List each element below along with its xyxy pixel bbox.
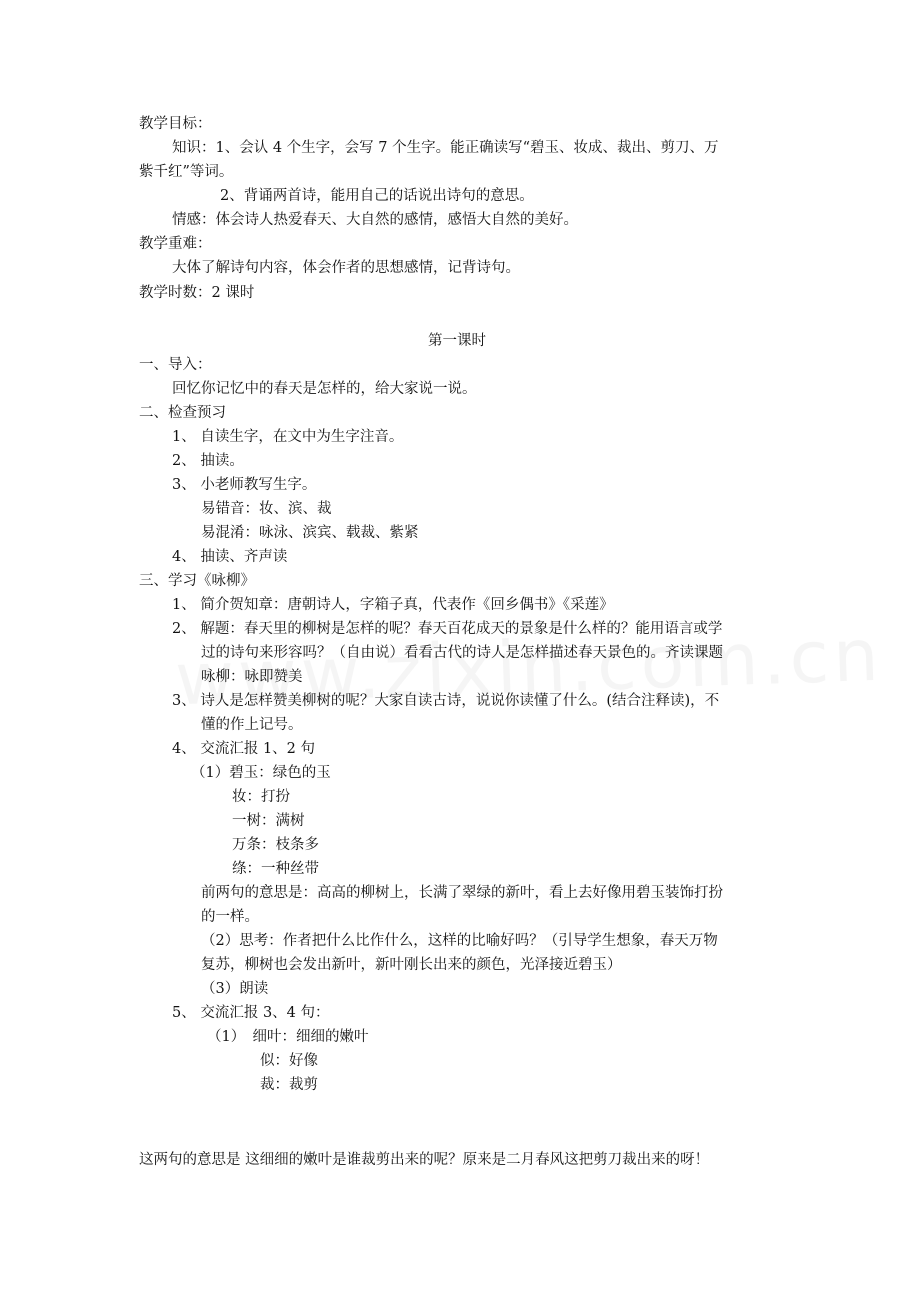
section3-item2-line3: 咏柳：咏即赞美 <box>201 669 303 685</box>
section1-heading: 一、导入： <box>139 357 212 373</box>
read-aloud: （3）朗读 <box>201 981 269 997</box>
section3-item2-line2: 过的诗句来形容吗？（自由说）看看古代的诗人是怎样描述春天景色的。齐读课题 <box>201 645 723 661</box>
section2-item3: 3、 小老师教写生字。 <box>172 477 317 493</box>
lesson-title: 第一课时 <box>428 333 486 349</box>
difficulty-text: 大体了解诗句内容，体会作者的思想感情，记背诗句。 <box>172 260 520 276</box>
section3-sub5-1: （1） 细叶：细细的嫩叶 <box>207 1029 369 1045</box>
section3-item5: 5、 交流汇报 3、4 句： <box>172 1005 330 1021</box>
section3-item4: 4、 交流汇报 1、2 句 <box>172 741 316 757</box>
section1-text: 回忆你记忆中的春天是怎样的，给大家说一说。 <box>172 381 477 397</box>
gloss-wantiao: 万条：枝条多 <box>232 837 319 853</box>
closing-line: 这两句的意思是 这细细的嫩叶是谁裁剪出来的呢？原来是二月春风这把剪刀裁出来的呀！ <box>139 1152 710 1168</box>
section3-item3-line2: 懂的作上记号。 <box>201 717 303 733</box>
think-line1: （2）思考：作者把什么比作什么，这样的比喻好吗？（引导学生想象，春天万物 <box>201 933 718 949</box>
section2-item1: 1、 自读生字，在文中为生字注音。 <box>172 429 404 445</box>
section3-heading: 三、学习《咏柳》 <box>139 573 255 589</box>
section2-heading: 二、检查预习 <box>139 405 226 421</box>
section2-item2: 2、 抽读。 <box>172 453 244 469</box>
gloss-si: 似：好像 <box>260 1053 318 1069</box>
section2-error-pronunciation: 易错音：妆、滨、裁 <box>201 501 332 517</box>
objective-knowledge-line2: 紫千红”等词。 <box>139 164 234 180</box>
section2-confusing-chars: 易混淆：咏泳、滨宾、载裁、紫紧 <box>201 525 419 541</box>
section3-item1: 1、 简介贺知章：唐朝诗人，字箱子真，代表作《回乡偶书》《采莲》 <box>172 597 614 613</box>
objective-emotion: 情感：体会诗人热爱春天、大自然的感情，感悟大自然的美好。 <box>172 212 578 228</box>
gloss-yishu: 一树：满树 <box>232 813 305 829</box>
section2-item4: 4、 抽读、齐声读 <box>172 549 288 565</box>
section3-sub1: （1）碧玉：绿色的玉 <box>191 765 331 781</box>
difficulty-heading: 教学重难： <box>139 236 212 252</box>
objective-knowledge-item2: 2、背诵两首诗，能用自己的话说出诗句的意思。 <box>220 188 534 204</box>
teaching-hours: 教学时数：2 课时 <box>139 285 255 301</box>
meaning-line2: 的一样。 <box>201 909 259 925</box>
section3-item3-line1: 3、 诗人是怎样赞美柳树的呢？大家自读古诗，说说你读懂了什么。(结合注释读)，不 <box>172 693 720 709</box>
gloss-zhuang: 妆：打扮 <box>232 789 290 805</box>
gloss-tao: 绦：一种丝带 <box>232 861 319 877</box>
think-line2: 复苏，柳树也会发出新叶，新叶刚长出来的颜色，光泽接近碧玉） <box>201 957 622 973</box>
gloss-cai: 裁：裁剪 <box>260 1077 318 1093</box>
meaning-line1: 前两句的意思是：高高的柳树上，长满了翠绿的新叶，看上去好像用碧玉装饰打扮 <box>201 885 723 901</box>
section3-item2-line1: 2、 解题：春天里的柳树是怎样的呢？春天百花成天的景象是什么样的？能用语言或学 <box>172 621 723 637</box>
objective-knowledge-line1: 知识：1、会认 4 个生字，会写 7 个生字。能正确读写“碧玉、妆成、裁出、剪刀、万 <box>172 140 719 156</box>
objectives-heading: 教学目标： <box>139 116 212 132</box>
